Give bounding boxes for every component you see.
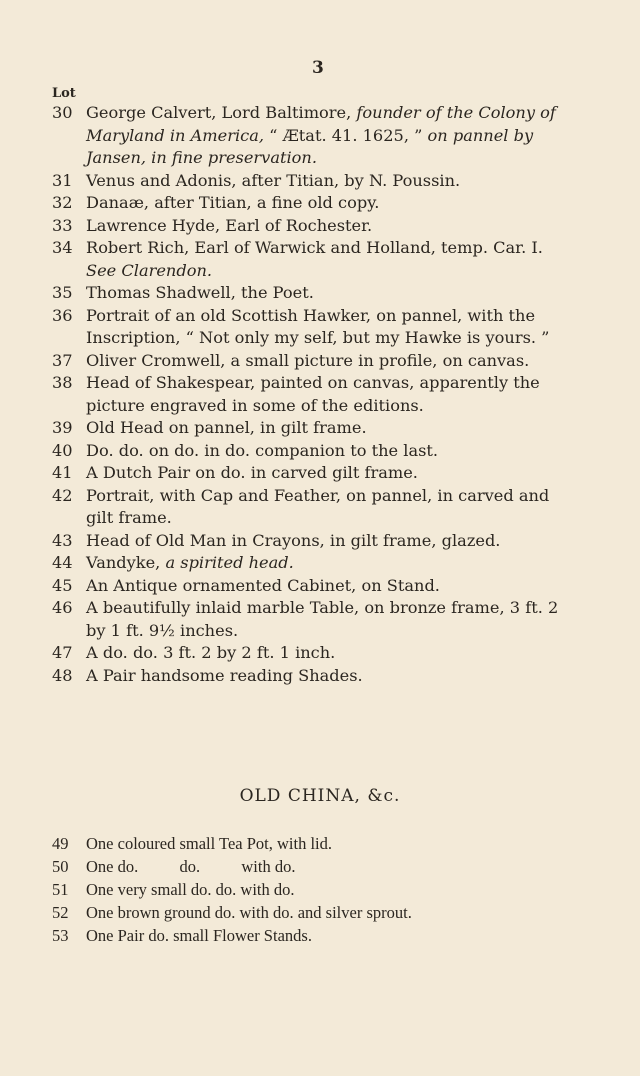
lot-entry [52, 642, 572, 665]
lot-number: 45 [52, 575, 73, 595]
lot-description [86, 372, 572, 417]
lot-description [86, 350, 572, 373]
lot-number: 37 [52, 350, 73, 370]
china-entry [52, 855, 572, 878]
lot-number: 53 [52, 926, 69, 945]
lot-number: 31 [52, 170, 73, 190]
lot-entry [52, 530, 572, 553]
text-segment: Vandyke, [86, 553, 166, 572]
lot-number: 44 [52, 553, 73, 572]
lot-number: 33 [52, 215, 73, 235]
china-entry [52, 924, 572, 947]
italic-text: founder of the Colony of Maryland in America, [86, 103, 556, 145]
italic-text: See Clarendon. [86, 260, 213, 280]
text-segment: Danaæ, after Titian, a fine old copy. [86, 193, 380, 212]
lot-description [86, 305, 572, 350]
lot-entry [52, 597, 572, 642]
lot-entry [52, 462, 572, 485]
lot-number: 39 [52, 418, 73, 437]
lot-entry [52, 417, 572, 440]
text-segment: A do. do. 3 ft. 2 by 2 ft. 1 inch. [86, 643, 336, 662]
lot-description [86, 575, 572, 598]
lot-entries-list [52, 102, 572, 687]
lot-number: 50 [52, 857, 69, 876]
lot-number: 30 [52, 103, 73, 122]
lot-number: 46 [52, 598, 73, 617]
lot-number: 43 [52, 530, 73, 550]
lot-entry [52, 305, 572, 350]
lot-description [86, 170, 572, 193]
lot-entry [52, 552, 572, 575]
lot-entry [52, 215, 572, 238]
lot-description: One coloured small Tea Pot, with lid. [86, 834, 333, 853]
lot-number: 34 [52, 238, 73, 257]
lot-number: 40 [52, 440, 73, 460]
text-segment: Portrait, with Cap and Feather, on pannel, in carved and gilt frame. [86, 485, 550, 527]
lot-number: 49 [52, 834, 69, 853]
lot-description [86, 552, 572, 575]
lot-description: One brown ground do. with do. and silver sprout. [86, 903, 412, 922]
lot-description [86, 417, 572, 440]
china-entry [52, 878, 572, 901]
section-title: OLD CHINA, &c. [239, 786, 401, 806]
lot-number: 35 [52, 283, 73, 302]
lot-entry [52, 170, 572, 193]
lot-description [86, 530, 572, 553]
text-segment: George Calvert, Lord Baltimore, [86, 103, 357, 122]
lot-entry [52, 665, 572, 688]
text-segment: A beautifully inlaid marble Table, on bronze frame, 3 ft. 2 by 1 ft. 9½ inches. [86, 598, 559, 640]
lot-description [86, 237, 572, 282]
lot-description [86, 102, 572, 170]
lot-description [86, 440, 572, 463]
lot-entry [52, 102, 572, 170]
italic-text: a spirited head. [165, 553, 294, 572]
lot-number: 52 [52, 903, 69, 922]
text-segment: Lawrence Hyde, Earl of Rochester. [86, 215, 373, 235]
lot-description [86, 665, 572, 688]
text-segment: Oliver Cromwell, a small picture in profile, on canvas. [86, 350, 530, 370]
lot-number: 41 [52, 463, 73, 482]
lot-description [86, 597, 572, 642]
text-segment: Old Head on pannel, in gilt frame. [86, 418, 367, 437]
lot-number: 36 [52, 305, 73, 325]
lot-description: One very small do. do. with do. [86, 880, 295, 899]
text-segment: Robert Rich, Earl of Warwick and Holland, temp. Car. I. [86, 238, 543, 257]
lot-description: One Pair do. small Flower Stands. [86, 926, 312, 945]
china-entry [52, 832, 572, 855]
lot-description [86, 642, 572, 665]
text-segment: Venus and Adonis, after Titian, by N. Poussin. [86, 170, 461, 190]
lot-description [86, 192, 572, 215]
text-segment: A Pair handsome reading Shades. [86, 665, 363, 685]
lot-description [86, 485, 572, 530]
lot-entry [52, 192, 572, 215]
china-entries-list [52, 832, 572, 947]
text-segment: Head of Shakespear, painted on canvas, apparently the picture engraved in some of the editions. [86, 373, 540, 415]
lot-entry [52, 485, 572, 530]
lot-entry [52, 282, 572, 305]
text-segment: “ Ætat. 41. 1625, ” [269, 125, 428, 145]
lot-entry [52, 575, 572, 598]
page-number: 3 [312, 58, 324, 78]
italic-text: on pannel by Jansen, in fine preservation. [86, 125, 534, 167]
lot-number: 51 [52, 880, 69, 899]
lot-entry [52, 350, 572, 373]
text-segment: Head of Old Man in Crayons, in gilt frame, glazed. [86, 530, 501, 550]
lot-entry [52, 237, 572, 282]
lot-entry [52, 372, 572, 417]
lot-number: 32 [52, 193, 73, 212]
lot-description [86, 215, 572, 238]
lot-number: 38 [52, 373, 73, 392]
text-segment: Do. do. on do. in do. companion to the last. [86, 440, 439, 460]
lot-description: One do. do. with do. [86, 857, 296, 876]
lot-description [86, 462, 572, 485]
text-segment: Thomas Shadwell, the Poet. [86, 283, 314, 302]
lot-entry [52, 440, 572, 463]
lot-description [86, 282, 572, 305]
lot-number: 48 [52, 665, 73, 685]
text-segment: Portrait of an old Scottish Hawker, on pannel, with the Inscription, “ Not only my self, but my Hawke is yours. ” [86, 305, 550, 347]
text-segment: A Dutch Pair on do. in carved gilt frame. [86, 463, 418, 482]
lot-number: 42 [52, 485, 73, 505]
china-entry [52, 901, 572, 924]
lot-column-label: Lot [52, 86, 76, 101]
lot-number: 47 [52, 643, 73, 662]
text-segment: An Antique ornamented Cabinet, on Stand. [86, 575, 440, 595]
